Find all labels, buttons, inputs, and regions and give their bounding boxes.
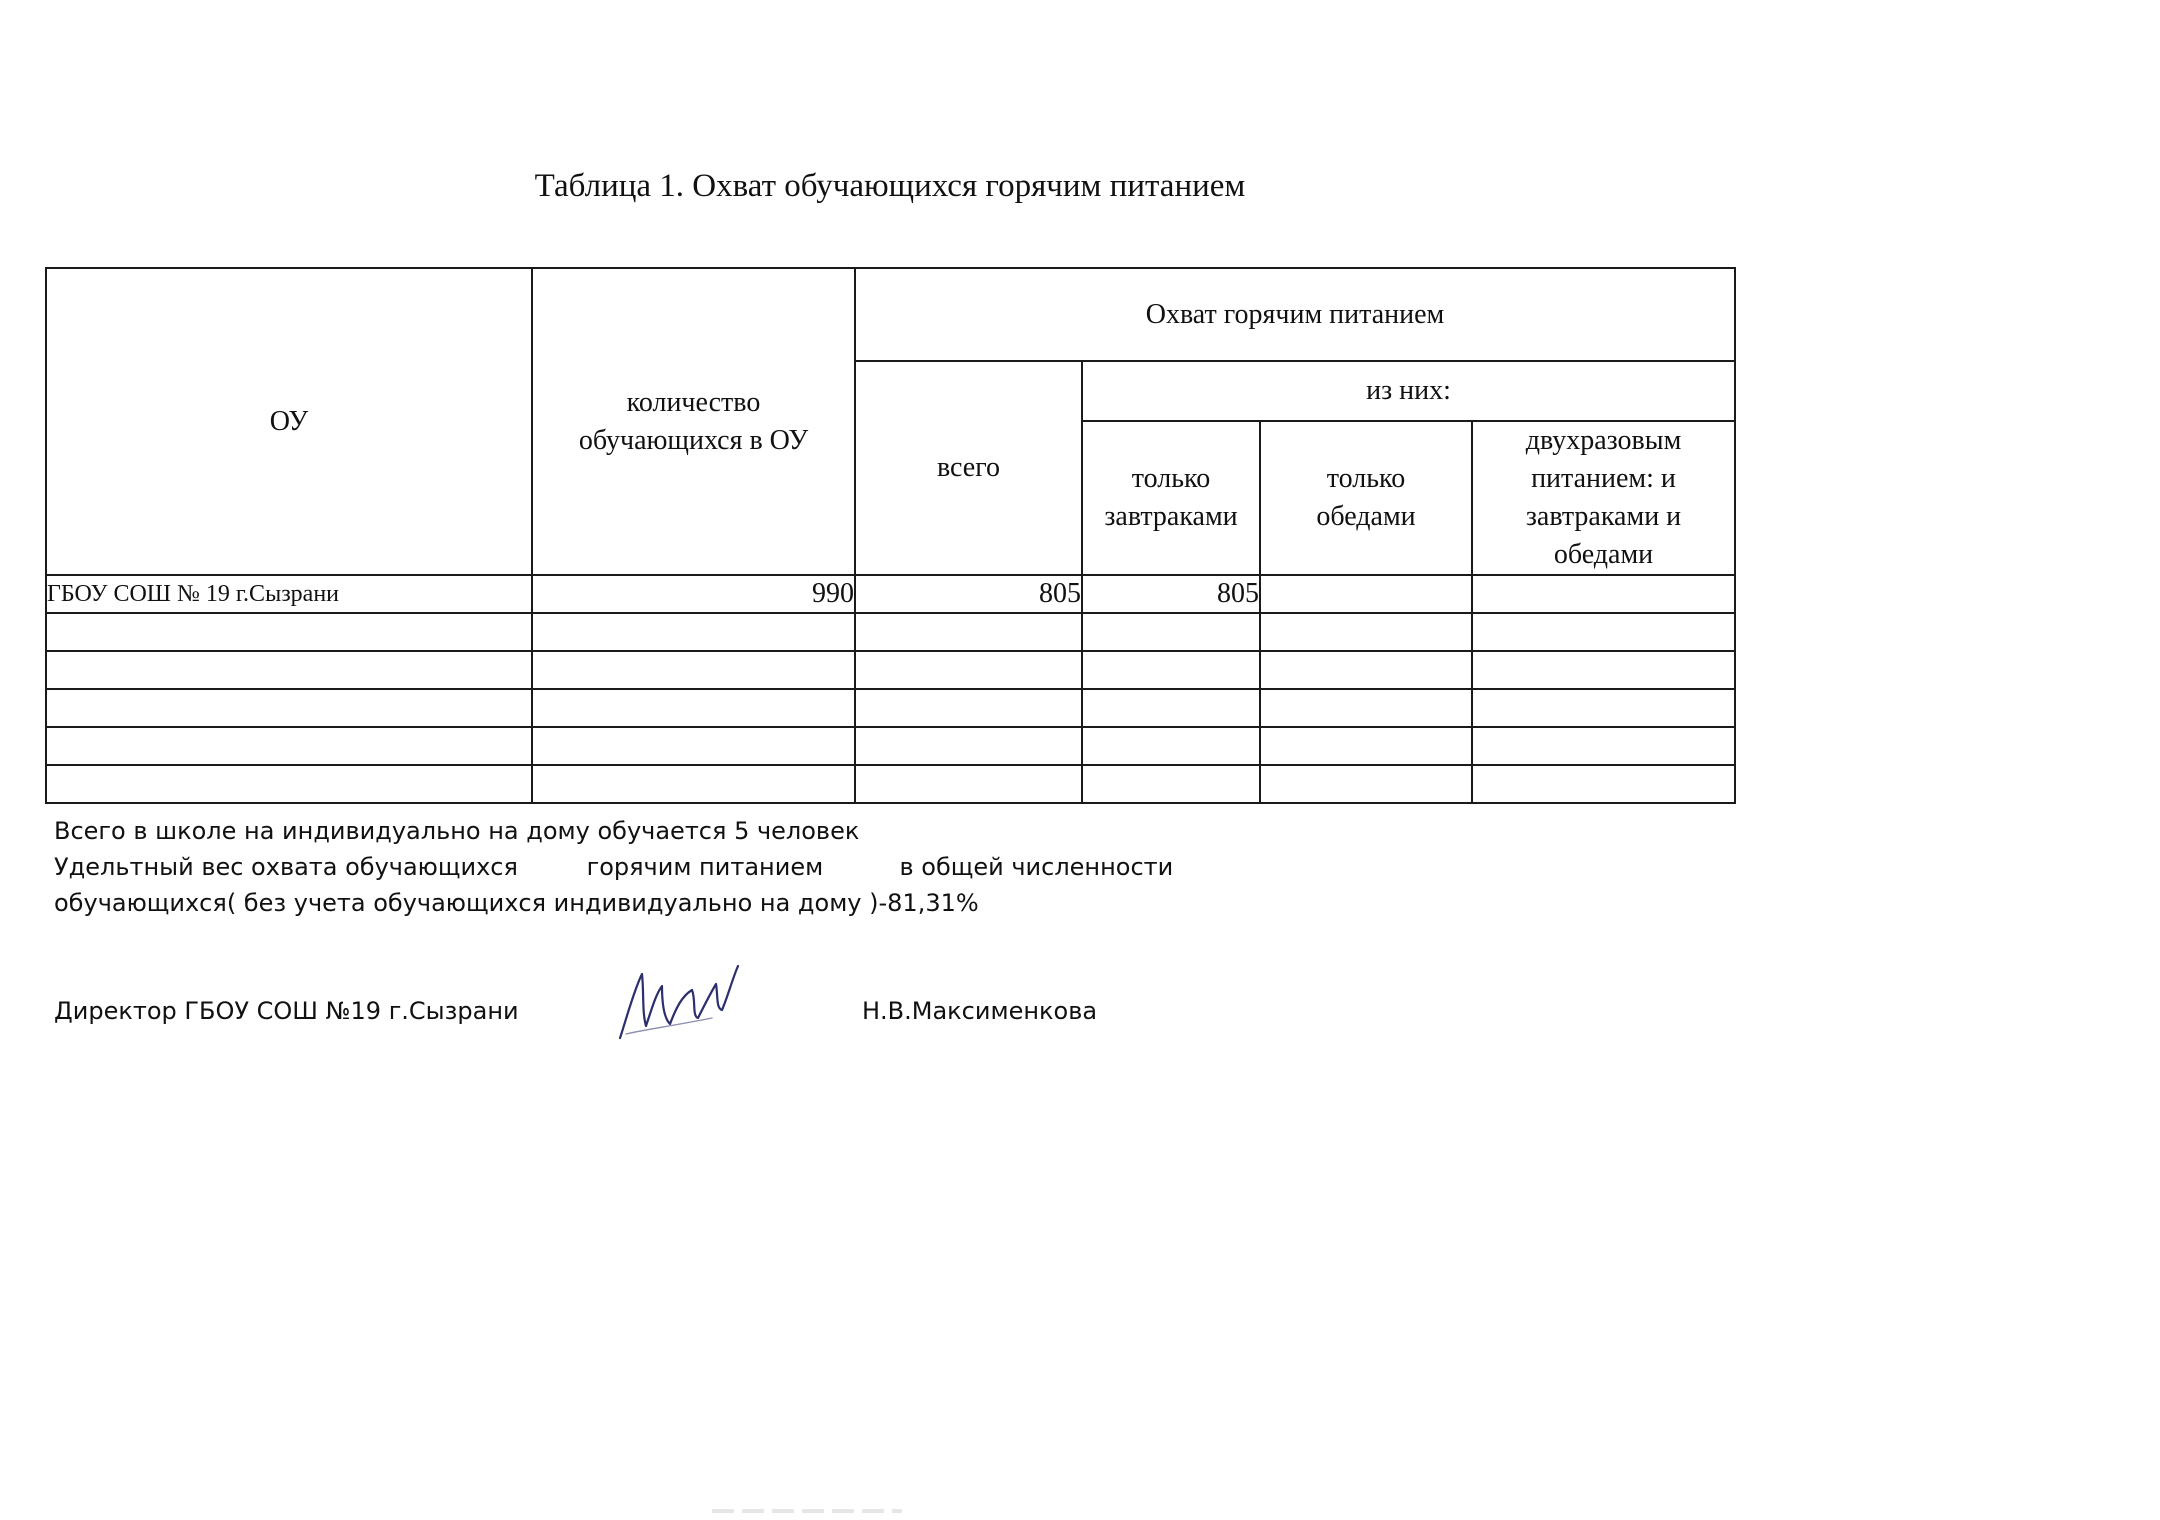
handwritten-signature xyxy=(612,960,742,1042)
header-coverage: Охват горячим питанием xyxy=(855,268,1735,361)
cell-lunch-only xyxy=(1260,765,1472,803)
cell-two-meals xyxy=(1472,575,1735,613)
cell-total xyxy=(855,689,1082,727)
cell-lunch-only xyxy=(1260,727,1472,765)
cell-ou xyxy=(46,689,532,727)
header-lunch-only xyxy=(1260,421,1472,575)
director-label: Директор ГБОУ СОШ №19 г.Сызрани xyxy=(54,997,519,1025)
table-row xyxy=(46,651,1735,689)
table-row xyxy=(46,727,1735,765)
cell-breakfast-only: 805 xyxy=(1082,575,1260,613)
table-row xyxy=(46,765,1735,803)
cell-breakfast-only xyxy=(1082,689,1260,727)
cell-students xyxy=(532,651,855,689)
cell-students xyxy=(532,765,855,803)
header-total: всего xyxy=(855,361,1082,575)
cell-two-meals xyxy=(1472,651,1735,689)
cell-lunch-only xyxy=(1260,689,1472,727)
cell-breakfast-only xyxy=(1082,765,1260,803)
cell-students: 990 xyxy=(532,575,855,613)
cell-breakfast-only xyxy=(1082,613,1260,651)
notes-block xyxy=(54,813,1173,921)
cell-two-meals xyxy=(1472,613,1735,651)
cell-students xyxy=(532,689,855,727)
cell-ou xyxy=(46,651,532,689)
table-row xyxy=(46,575,1735,613)
cell-ou: ГБОУ СОШ № 19 г.Сызрани xyxy=(46,575,532,613)
table-title: Таблица 1. Охват обучающихся горячим питанием xyxy=(534,168,1246,204)
cell-two-meals xyxy=(1472,765,1735,803)
cell-total xyxy=(855,765,1082,803)
cell-students xyxy=(532,613,855,651)
header-students-count xyxy=(532,268,855,575)
cell-lunch-only xyxy=(1260,613,1472,651)
cell-breakfast-only xyxy=(1082,727,1260,765)
cell-students xyxy=(532,727,855,765)
note-coverage-share-cont: обучающихся( без учета обучающихся индивидуально на дому )-81,31% xyxy=(54,889,979,917)
header-breakfast-only xyxy=(1082,421,1260,575)
header-lunch-only-text: только обедами xyxy=(1316,463,1416,532)
cell-total xyxy=(855,651,1082,689)
cell-total xyxy=(855,727,1082,765)
cell-two-meals xyxy=(1472,689,1735,727)
header-breakfast-only-text: только завтраками xyxy=(1104,463,1238,532)
cell-breakfast-only xyxy=(1082,651,1260,689)
cell-total: 805 xyxy=(855,575,1082,613)
header-ou: ОУ xyxy=(46,268,532,575)
note-coverage-share: Удельтный вес охвата обучающихся горячим питанием в общей численности xyxy=(54,853,1174,881)
cell-two-meals xyxy=(1472,727,1735,765)
header-two-meals-text: двухразовым питанием: и завтраками и обедами xyxy=(1525,425,1682,570)
cell-ou xyxy=(46,727,532,765)
coverage-table xyxy=(45,267,1736,804)
cell-lunch-only xyxy=(1260,575,1472,613)
cell-total xyxy=(855,613,1082,651)
header-students-count-text: количество обучающихся в ОУ xyxy=(578,386,809,456)
table-row xyxy=(46,613,1735,651)
cell-ou xyxy=(46,613,532,651)
table-row xyxy=(46,689,1735,727)
header-two-meals xyxy=(1472,421,1735,575)
header-of-them: из них: xyxy=(1082,361,1735,421)
note-home-schooling: Всего в школе на индивидуально на дому обучается 5 человек xyxy=(54,817,860,845)
director-name: Н.В.Максименкова xyxy=(862,997,1098,1025)
scan-artifact xyxy=(712,1509,902,1513)
cell-lunch-only xyxy=(1260,651,1472,689)
cell-ou xyxy=(46,765,532,803)
